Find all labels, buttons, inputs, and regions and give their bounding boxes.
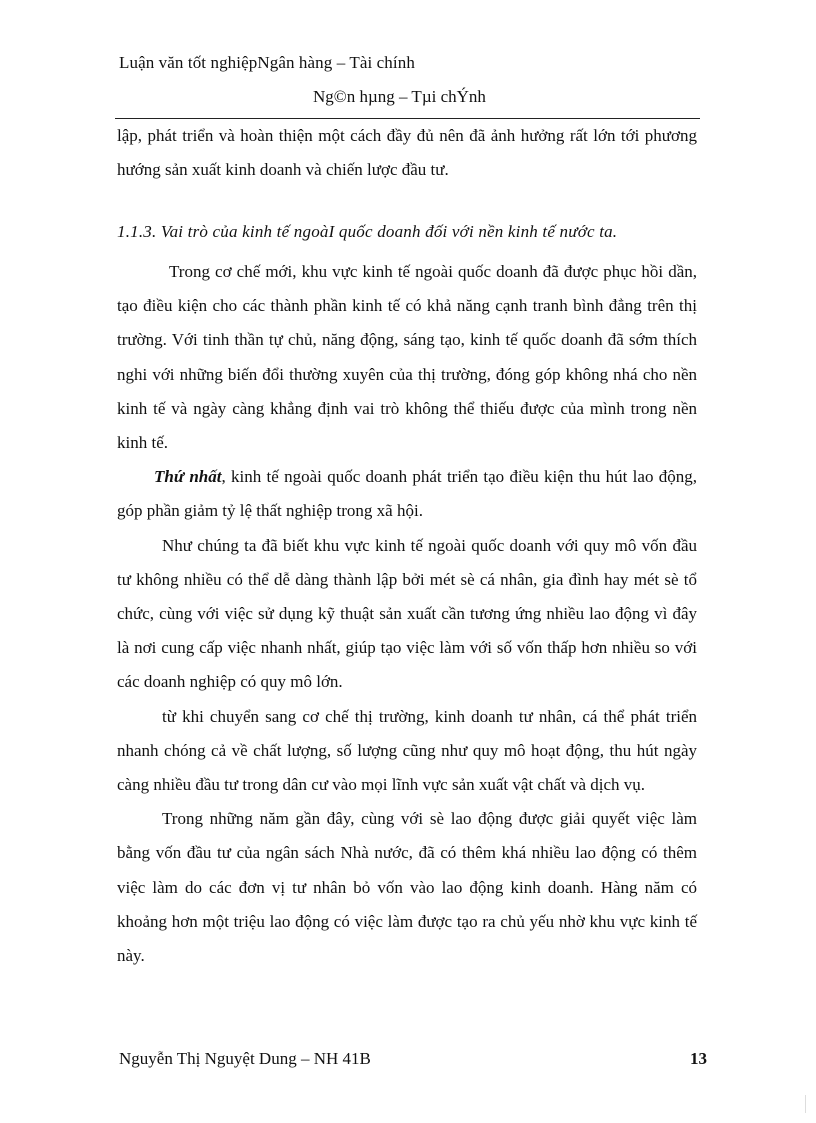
paragraph-4: từ khi chuyển sang cơ chế thị trường, kinh doanh tư nhân, cá thể phát triển nhanh chóng cả về chất lượng, số lượng cũng như quy mô hoạt động, thu hút ngày càng nhiều đầu tư trong dân cư vào mọi lĩnh vực sản xuất vật chất và dịch vụ.: [117, 706, 697, 795]
header-subtitle: Ng©n hµng – Tµi chÝnh: [313, 87, 486, 106]
paragraph-5: Trong những năm gần đây, cùng với sè lao động được giải quyết việc làm bằng vốn đầu tư của ngân sách Nhà nước, đã có thêm khá nhiều lao động có thêm việc làm do các đơn vị tư nhân bỏ vốn vào lao động kinh doanh. Hàng năm có khoảng hơn một triệu lao động có việc làm được tạo ra chủ yếu nhờ khu vực kinh tế này.: [117, 809, 697, 966]
paragraph-2: [117, 460, 697, 528]
continued-paragraph: lập, phát triển và hoàn thiện một cách đầy đủ nên đã ảnh hưởng rất lớn tới phương hướng sản xuất kinh doanh và chiến lược đầu tư.: [117, 126, 697, 180]
paragraph-2-lead: Thứ nhất: [154, 467, 222, 487]
page-number: 13: [690, 1049, 707, 1068]
paragraph-3: Như chúng ta đã biết khu vực kinh tế ngoài quốc doanh với quy mô vốn đầu tư không nhiều có thể dễ dàng thành lập bởi mét sè cá nhân, gia đình hay mét sè tổ chức, cùng với việc sử dụng kỹ thuật sản xuất cần tương ứng nhiều lao động vì đây là nơi cung cấp việc nhanh nhất, giúp tạo việc làm với số vốn thấp hơn nhiều so với các doanh nghiệp có quy mô lớn.: [117, 535, 697, 692]
main-body: [117, 255, 697, 973]
header-title: Luận văn tốt nghiệpNgân hàng – Tài chính: [119, 53, 415, 72]
paragraph-2-rest: , kinh tế ngoài quốc doanh phát triển tạo điều kiện thu hút lao động, góp phần giảm tỷ lệ thất nghiệp trong xã hội.: [117, 467, 698, 521]
footer-author: Nguyễn Thị Nguyệt Dung – NH 41B: [119, 1049, 371, 1068]
page-edge-mark: [805, 1095, 806, 1113]
paragraph-1: Trong cơ chế mới, khu vực kinh tế ngoài quốc doanh đã được phục hồi dần, tạo điều kiện cho các thành phần kinh tế có khả năng cạnh tranh bình đẳng trên thị trường. Với tinh thần tự chủ, năng động, sáng tạo, kinh tế quốc doanh đã sớm thích nghi với những biến đổi thường xuyên của thị trường, đóng góp không nhá cho nền kinh tế và ngày càng khẳng định vai trò không thể thiếu được của mình trong nền kinh tế.: [117, 262, 697, 453]
continued-paragraph-block: [117, 119, 697, 187]
section-heading: 1.1.3. Vai trò của kinh tế ngoàI quốc doanh đối với nền kinh tế nước ta.: [117, 222, 618, 241]
